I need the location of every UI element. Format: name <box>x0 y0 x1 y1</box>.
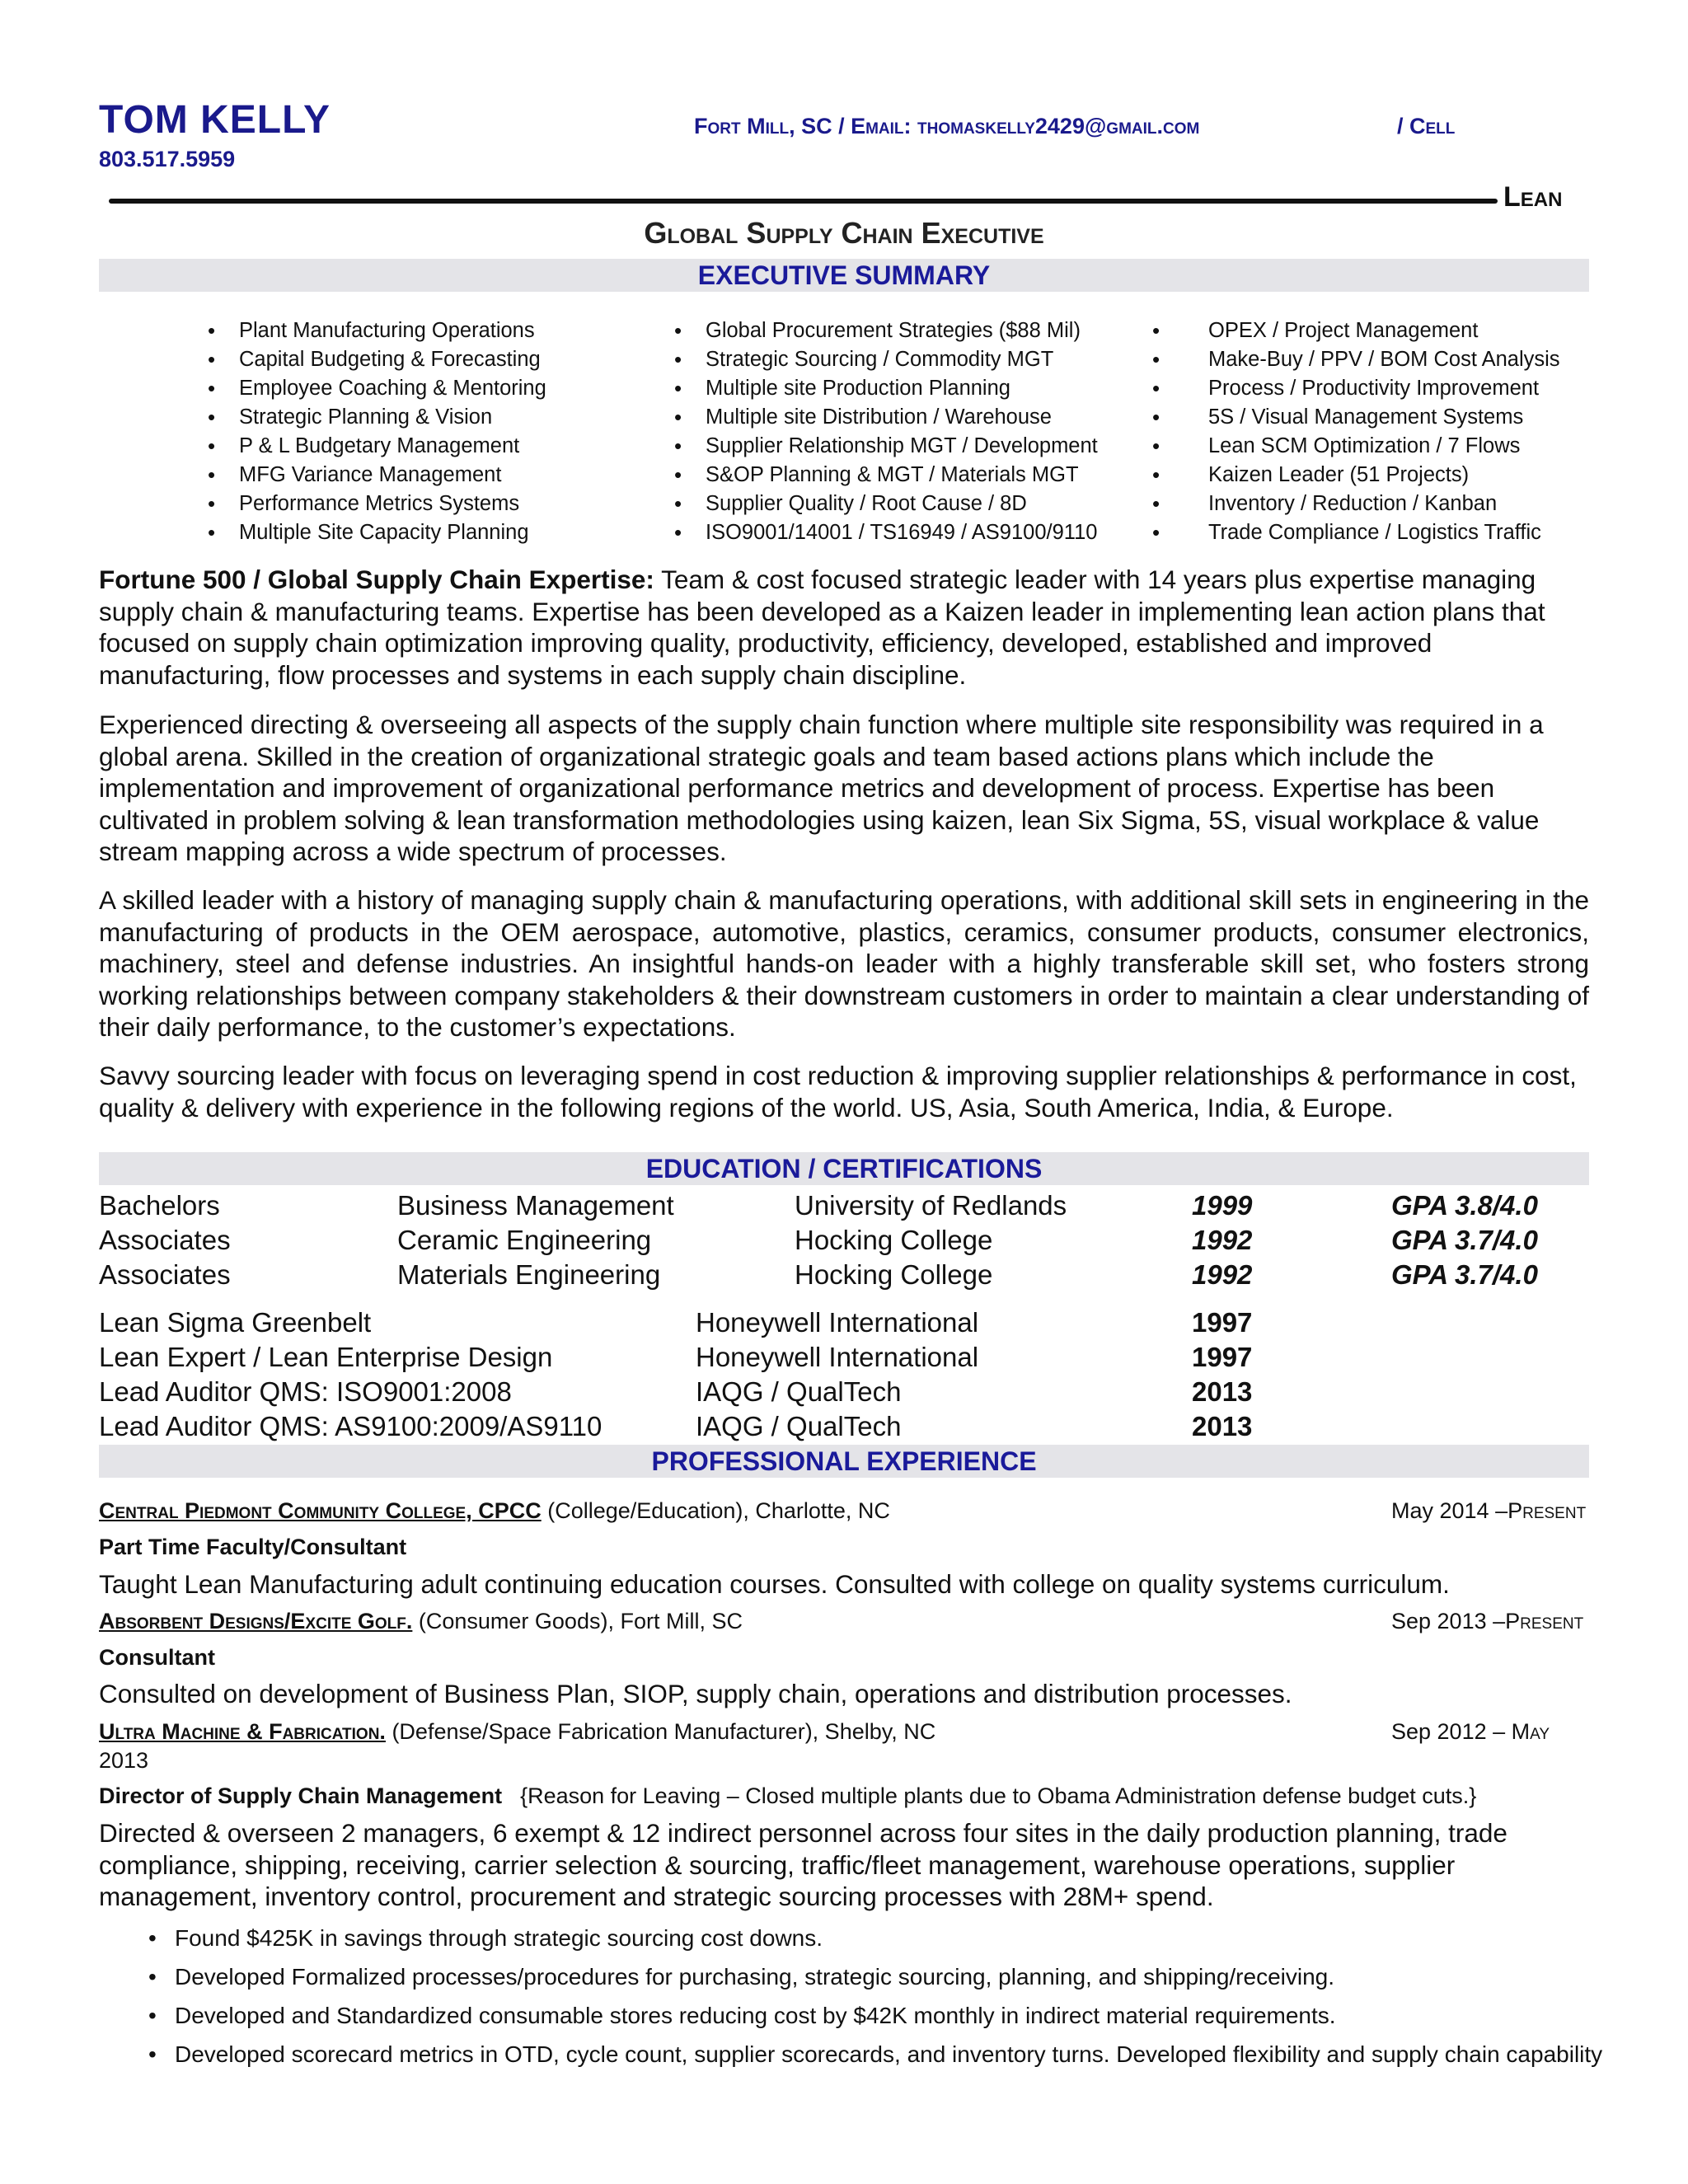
company-detail: (Defense/Space Fabrication Manufacturer), Shelby, NC <box>385 1719 936 1744</box>
job-dates <box>1391 1719 1550 1745</box>
skill-item: • P & L Budgetary Management <box>208 432 546 461</box>
skill-item: • 5S / Visual Management Systems <box>1152 403 1560 432</box>
skill-item: • Strategic Planning & Vision <box>208 403 546 432</box>
achievement-item: • Developed scorecard metrics in OTD, cycle count, supplier scorecards, and inventory turns. Developed flexibility and supply chain capability <box>148 2035 1602 2074</box>
job-start: Sep 2013 – <box>1391 1609 1506 1633</box>
degree-school: Hocking College <box>795 1225 993 1255</box>
company-name: Absorbent Designs/Excite Golf. <box>99 1609 413 1633</box>
degree-year: 1999 <box>1192 1190 1253 1221</box>
job-dates <box>1391 1609 1583 1634</box>
degree-field: Ceramic Engineering <box>397 1225 652 1255</box>
company-name: Ultra Machine & Fabrication. <box>99 1719 386 1744</box>
skill-item: • OPEX / Project Management <box>1152 316 1560 345</box>
skill-item: • Global Procurement Strategies ($88 Mil) <box>674 316 1098 345</box>
job-company-line <box>99 1609 743 1634</box>
achievement-item: • Found $425K in savings through strategic sourcing cost downs. <box>148 1919 1602 1957</box>
skill-item: • Supplier Relationship MGT / Development <box>674 432 1098 461</box>
skill-item: • Supplier Quality / Root Cause / 8D <box>674 490 1098 518</box>
skill-item: • Multiple Site Capacity Planning <box>208 518 546 547</box>
cell-label: / Cell <box>1397 114 1456 138</box>
skill-item: • ISO9001/14001 / TS16949 / AS9100/9110 <box>674 518 1098 547</box>
cert-org: Honeywell International <box>696 1307 979 1338</box>
achievement-list <box>148 1919 1602 2074</box>
job-description: Taught Lean Manufacturing adult continuing education courses. Consulted with college on quality systems curriculum. <box>99 1569 1450 1599</box>
job-title-line <box>99 1783 1476 1809</box>
skill-item: • Multiple site Distribution / Warehouse <box>674 403 1098 432</box>
job-description: Consulted on development of Business Plan, SIOP, supply chain, operations and distribution processes. <box>99 1679 1292 1708</box>
skill-item: • Lean SCM Optimization / 7 Flows <box>1152 432 1560 461</box>
cert-year: 2013 <box>1192 1411 1253 1441</box>
degree-school: University of Redlands <box>795 1190 1067 1221</box>
degree-type: Associates <box>99 1225 231 1255</box>
skills-column-1 <box>208 316 546 547</box>
job-company-line <box>99 1719 935 1745</box>
job-end-year: 2013 <box>99 1748 149 1773</box>
cert-name: Lean Expert / Lean Enterprise Design <box>99 1342 553 1372</box>
cert-year: 1997 <box>1192 1342 1253 1372</box>
phone-number: 803.517.5959 <box>99 147 236 171</box>
cert-name: Lean Sigma Greenbelt <box>99 1307 372 1338</box>
job-start: Sep 2012 – <box>1391 1719 1512 1744</box>
cert-org: Honeywell International <box>696 1342 979 1372</box>
degree-year: 1992 <box>1192 1259 1253 1290</box>
skill-item: • Make-Buy / PPV / BOM Cost Analysis <box>1152 345 1560 374</box>
company-detail: (College/Education), Charlotte, NC <box>541 1498 890 1523</box>
skill-item: • Performance Metrics Systems <box>208 490 546 518</box>
summary-paragraph-2: Experienced directing & overseeing all aspects of the supply chain function where multiple site responsibility was required in a global arena. Skilled in the creation of organizational strategic goals and team based actions plans which include the implementation and improvement of organizational performance metrics and development of process. Expertise has been cultivated in problem solving & lean transformation methodologies using kaizen, lean Six Sigma, 5S, visual workplace & value stream mapping across a wide spectrum of processes. <box>99 710 1544 866</box>
summary-paragraph-4: Savvy sourcing leader with focus on leveraging spend in cost reduction & improving supplier relationships & performance in cost, quality & delivery with experience in the following regions of the world. US, Asia, South America, India, & Europe. <box>99 1061 1577 1122</box>
skill-item: • Process / Productivity Improvement <box>1152 374 1560 403</box>
section-education: EDUCATION / CERTIFICATIONS <box>99 1152 1589 1185</box>
section-executive-summary: EXECUTIVE SUMMARY <box>99 259 1589 292</box>
cert-org: IAQG / QualTech <box>696 1376 902 1407</box>
job-end: May <box>1511 1719 1550 1744</box>
section-experience: PROFESSIONAL EXPERIENCE <box>99 1445 1589 1478</box>
job-end: Present <box>1507 1498 1587 1523</box>
skill-item: • Kaizen Leader (51 Projects) <box>1152 461 1560 490</box>
summary-lead: Fortune 500 / Global Supply Chain Expertise: <box>99 565 654 594</box>
skill-item: • Employee Coaching & Mentoring <box>208 374 546 403</box>
job-end: Present <box>1505 1609 1584 1633</box>
job-dates <box>1391 1498 1586 1524</box>
degree-gpa: GPA 3.7/4.0 <box>1391 1259 1538 1290</box>
skill-item: • Plant Manufacturing Operations <box>208 316 546 345</box>
leaving-reason: {Reason for Leaving – Closed multiple plants due to Obama Administration defense budget cuts.} <box>520 1783 1477 1808</box>
degree-type: Associates <box>99 1259 231 1290</box>
cert-name: Lead Auditor QMS: AS9100:2009/AS9110 <box>99 1411 603 1441</box>
contact-info: Fort Mill, SC / Email: thomaskelly2429@gmail.com <box>694 114 1200 138</box>
job-description: Directed & overseen 2 managers, 6 exempt & 12 indirect personnel across four sites in the daily production planning, trade compliance, shipping, receiving, carrier selection & sourcing, traffic/fleet management, warehouse operations, supplier management, inventory control, procurement and strategic sourcing processes with 28M+ spend. <box>99 1818 1507 1911</box>
candidate-name: TOM KELLY <box>99 98 331 142</box>
skills-column-2 <box>674 316 1098 547</box>
header-rule <box>109 199 1498 204</box>
summary-paragraph-1 <box>99 564 1589 691</box>
degree-field: Materials Engineering <box>397 1259 661 1290</box>
job-title: Consultant <box>99 1645 215 1670</box>
lean-label: Lean <box>1503 181 1563 213</box>
cert-year: 1997 <box>1192 1307 1253 1338</box>
summary-paragraph-3: A skilled leader with a history of managing supply chain & manufacturing operations, with additional skill sets in engineering in the manufacturing of products in the OEM aerospace, automotive, plastics, ceramics, consumer products, consumer electronics, machinery, steel and defense industries. An insightful hands-on leader with a highly transferable skill set, who fosters strong working relationships between company stakeholders & their downstream customers in order to maintain a clear understanding of their daily performance, to the customer’s expectations. <box>99 885 1589 1042</box>
company-name: Central Piedmont Community College, CPCC <box>99 1498 542 1523</box>
achievement-item: • Developed Formalized processes/procedures for purchasing, strategic sourcing, planning, and shipping/receiving. <box>148 1957 1602 1996</box>
skill-item: • Inventory / Reduction / Kanban <box>1152 490 1560 518</box>
cert-org: IAQG / QualTech <box>696 1411 902 1441</box>
degree-field: Business Management <box>397 1190 674 1221</box>
skill-item: • Strategic Sourcing / Commodity MGT <box>674 345 1098 374</box>
degree-gpa: GPA 3.8/4.0 <box>1391 1190 1538 1221</box>
degree-gpa: GPA 3.7/4.0 <box>1391 1225 1538 1255</box>
job-title: Part Time Faculty/Consultant <box>99 1535 407 1559</box>
summary-lead-text: Team & cost focused strategic leader with 14 years plus expertise managing supply chain & manufacturing teams. Expertise has been developed as a Kaizen leader in implementing lean action plans that focused on supply chain optimization improving quality, productivity, efficiency, developed, established and improved manufacturing, flow processes and systems in each supply chain discipline. <box>99 565 1545 690</box>
degree-school: Hocking College <box>795 1259 993 1290</box>
job-company-line <box>99 1498 890 1524</box>
cert-year: 2013 <box>1192 1376 1253 1407</box>
skill-item: • Capital Budgeting & Forecasting <box>208 345 546 374</box>
skills-column-3 <box>1152 316 1560 547</box>
skill-item: • Trade Compliance / Logistics Traffic <box>1152 518 1560 547</box>
degree-type: Bachelors <box>99 1190 220 1221</box>
skill-item: • Multiple site Production Planning <box>674 374 1098 403</box>
job-title: Director of Supply Chain Management <box>99 1783 503 1808</box>
skill-item: • MFG Variance Management <box>208 461 546 490</box>
company-detail: (Consumer Goods), Fort Mill, SC <box>412 1609 743 1633</box>
achievement-item: • Developed and Standardized consumable stores reducing cost by $42K monthly in indirect material requirements. <box>148 1996 1602 2035</box>
job-start: May 2014 – <box>1391 1498 1508 1523</box>
cert-name: Lead Auditor QMS: ISO9001:2008 <box>99 1376 512 1407</box>
headline-title: Global Supply Chain Executive <box>644 216 1044 250</box>
skill-item: • S&OP Planning & MGT / Materials MGT <box>674 461 1098 490</box>
degree-year: 1992 <box>1192 1225 1253 1255</box>
